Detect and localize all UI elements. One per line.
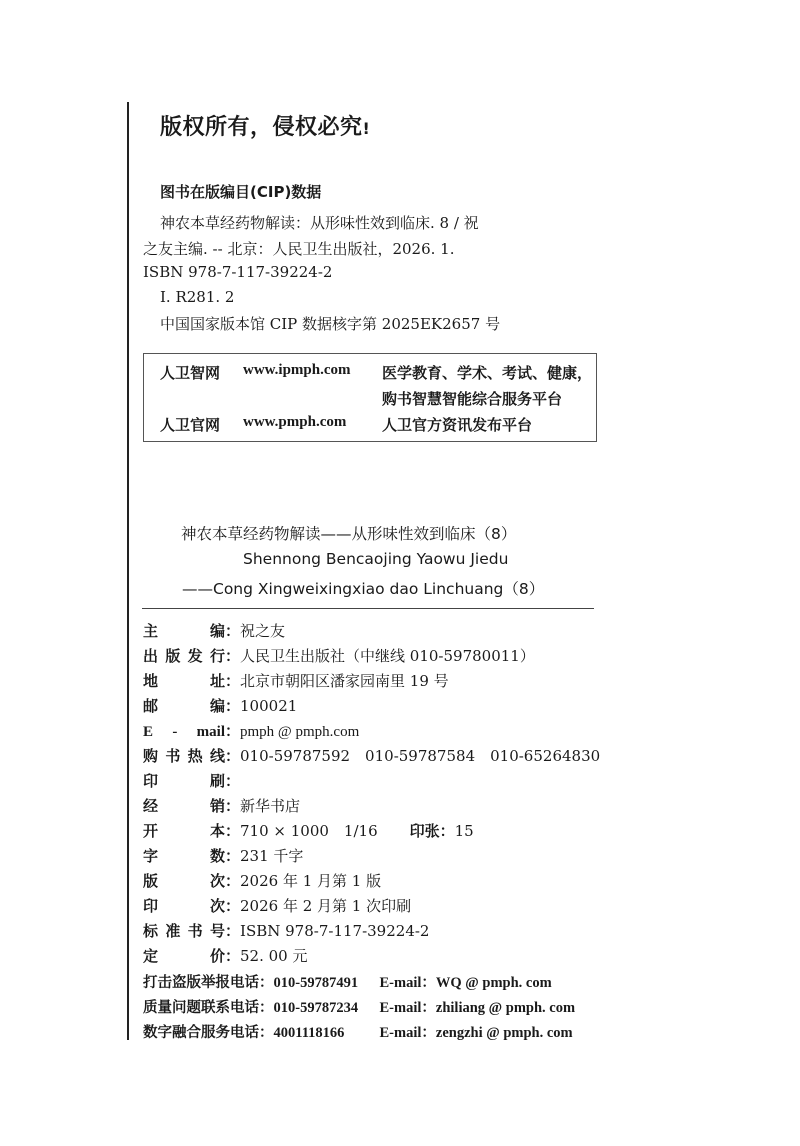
book-subtitle-pinyin: ——Cong Xingweixingxiao dao Linchuang（8） [182,580,545,598]
info-value: pmph @ pmph.com [240,724,360,740]
info-label: 印 刷 [143,772,225,790]
cip-line: Ⅰ. R281. 2 [160,288,235,306]
contact-phone: 4001118166 [273,1025,345,1041]
info-row-distributor: 经 销：新华书店 [143,797,301,815]
cip-line: 中国国家版本馆 CIP 数据核字第 2025EK2657 号 [160,315,501,333]
contact-email[interactable]: zhiliang @ pmph. com [435,1000,576,1016]
contact-phone: 010-59787491 [273,975,359,991]
info-row-editor: 主 编：祝之友 [143,622,286,640]
contact-row-piracy [143,971,552,992]
cip-line: 之友主编. -- 北京：人民卫生出版社，2026. 1. [143,240,455,258]
info-row-impression: 印 次：2026 年 2 月第 1 次印刷 [143,897,412,915]
info-label: 经 销 [143,797,225,815]
info-label: 开 本 [143,822,225,840]
cip-heading: 图书在版编目(CIP)数据 [160,183,322,201]
book-title-chinese: 神农本草经药物解读——从形味性效到临床（8） [181,525,517,543]
contact-row-digital [143,1021,573,1042]
info-label: 印 次 [143,897,225,915]
contact-email-label: E-mail： [379,1000,436,1016]
info-value: 710 × 1000 1/16 [240,822,378,840]
copyright-notice [160,110,370,141]
website-desc: 人卫官方资讯发布平台 [382,416,533,434]
website-desc: 购书智慧智能综合服务平台 [382,390,563,408]
website-name: 人卫智网 [160,364,221,382]
info-row-printer: 印 刷： [143,772,241,790]
contact-phone: 010-59787234 [273,1000,359,1016]
info-row-words: 字 数：231 千字 [143,847,304,865]
website-url[interactable]: www.ipmph.com [243,362,351,378]
info-value: 新华书店 [240,797,301,815]
info-label: 主 编 [143,622,225,640]
info-row-publisher: 出版发行：人民卫生出版社（中继线 010-59780011） [143,647,535,665]
info-label: 版 次 [143,872,225,890]
contact-email-label: E-mail： [379,1025,436,1041]
copyright-notice-text: 版权所有，侵权必究 [160,115,363,140]
info-value: ISBN 978-7-117-39224-2 [240,922,430,940]
info-label: 出版发行 [143,647,225,665]
info-label: 字 数 [143,847,225,865]
website-name: 人卫官网 [160,416,221,434]
info-row-postcode: 邮 编：100021 [143,697,298,715]
book-title-pinyin: Shennong Bencaojing Yaowu Jiedu [243,550,509,568]
info-value: 52. 00 元 [240,947,308,965]
margin-rule [127,102,129,1040]
info-value: 祝之友 [240,622,286,640]
contact-row-quality [143,996,575,1017]
cip-line: 神农本草经药物解读：从形味性效到临床. 8 / 祝 [160,214,479,232]
info-value: 100021 [240,697,298,715]
info-value: 北京市朝阳区潘家园南里 19 号 [240,672,449,690]
info-row-format: 开 本：710 × 1000 1/16 印张：15 [143,822,474,840]
website-url[interactable]: www.pmph.com [243,414,347,430]
divider [142,608,594,609]
info-row-address: 地 址：北京市朝阳区潘家园南里 19 号 [143,672,449,690]
info-label: 地 址 [143,672,225,690]
info-value: 2026 年 1 月第 1 版 [240,872,382,890]
info-label: E - mail [143,724,225,740]
contact-email[interactable]: WQ @ pmph. com [435,975,552,991]
info-value: 231 千字 [240,847,304,865]
info-row-hotline: 购书热线：010-59787592 010-59787584 010-65264830 [143,747,601,765]
contact-label: 打击盗版举报电话： [143,975,274,991]
contact-label: 数字融合服务电话： [143,1025,274,1041]
contact-label: 质量问题联系电话： [143,1000,274,1016]
info-row-email: E - mail：pmph @ pmph.com [143,722,360,740]
info-row-isbn: 标准书号：ISBN 978-7-117-39224-2 [143,922,430,940]
info-value: 2026 年 2 月第 1 次印刷 [240,897,412,915]
info-value: 人民卫生出版社（中继线 010-59780011） [240,647,535,665]
info-label: 标准书号 [143,922,225,940]
cip-line: ISBN 978-7-117-39224-2 [143,263,333,281]
info-row-edition: 版 次：2026 年 1 月第 1 版 [143,872,382,890]
website-desc: 医学教育、学术、考试、健康， [382,364,593,382]
info-label: 定 价 [143,947,225,965]
contact-email-label: E-mail： [379,975,436,991]
info-label: 邮 编 [143,697,225,715]
info-sheets-label: 印张： [409,822,455,840]
info-sheets-value: 15 [454,822,474,840]
info-value: 010-59787592 010-59787584 010-65264830 [240,747,601,765]
copyright-notice-bang: ! [362,119,371,138]
info-label: 购书热线 [143,747,225,765]
contact-email[interactable]: zengzhi @ pmph. com [435,1025,573,1041]
info-row-price: 定 价：52. 00 元 [143,947,308,965]
